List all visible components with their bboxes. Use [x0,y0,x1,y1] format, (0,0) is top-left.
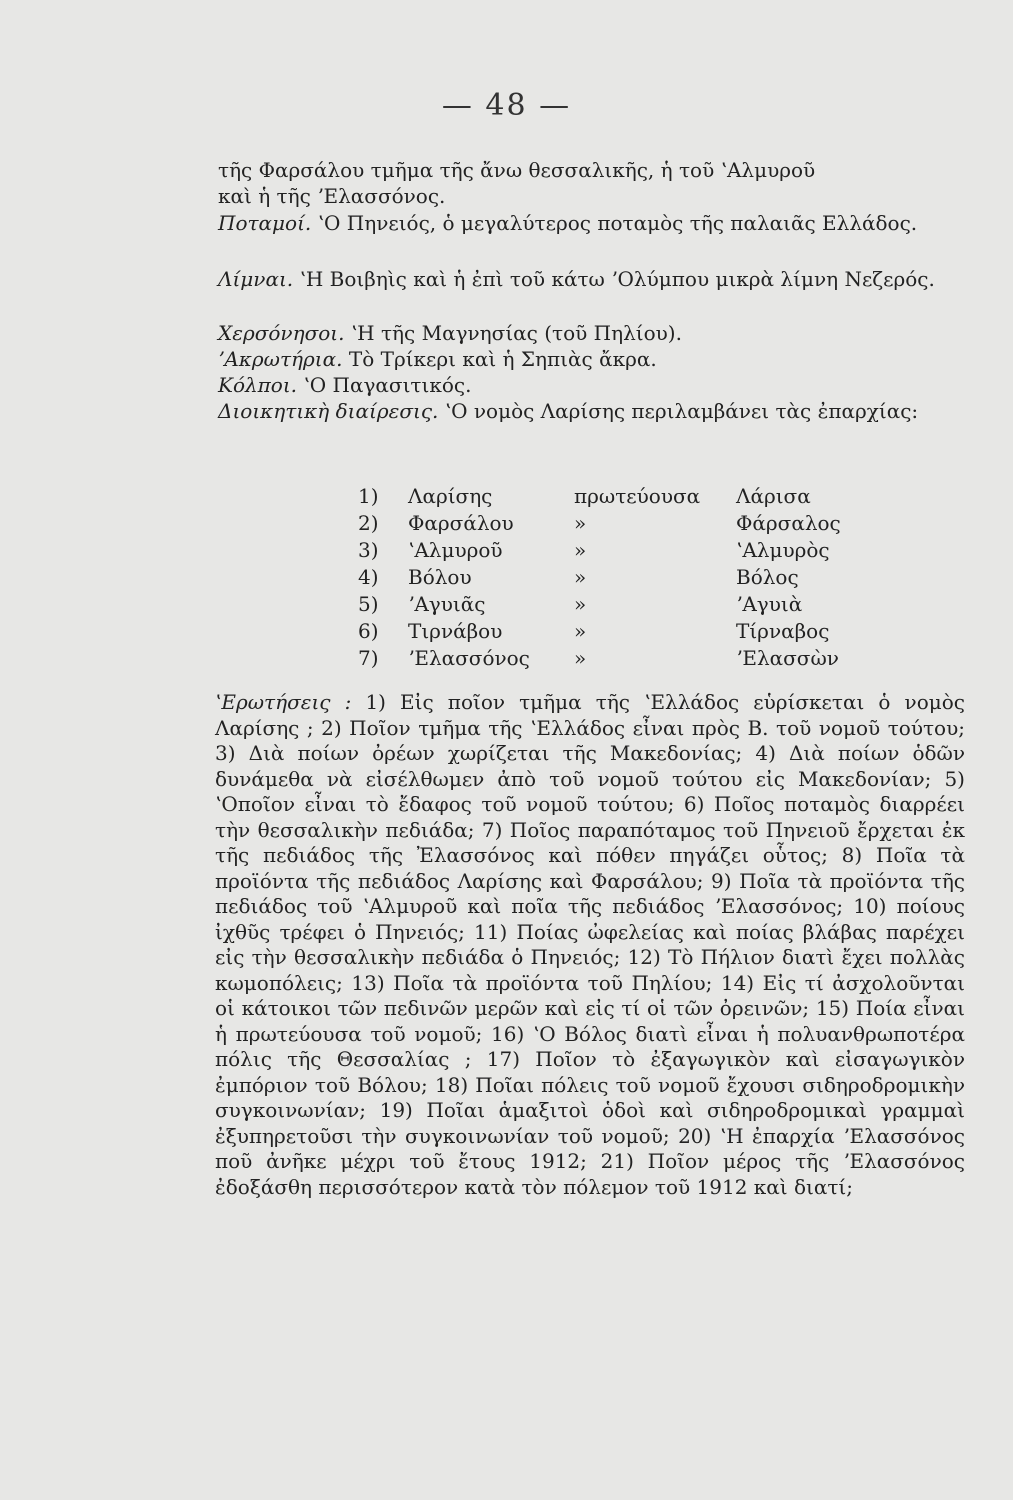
province-capital: Λάρισα [736,484,811,508]
section-lead: Κόλποι. [218,373,298,397]
section-lead: Διοικητικὴ διαίρεσις. [218,399,439,423]
province-row [358,646,888,673]
provinces-table [358,484,888,673]
section-text: ʽΟ Παγασιτικός. [303,373,472,397]
province-capital: ʽΑλμυρὸς [736,538,830,562]
questions-paragraph [215,690,965,1200]
province-row [358,484,888,511]
province-capital-label: » [574,511,587,535]
province-name: ʽΑλμυροῦ [408,538,503,562]
province-name: Φαρσάλου [408,511,514,535]
province-number: 6) [358,619,379,643]
intro-line-1: τῆς Φαρσάλου τμῆμα τῆς ἄνω θεσσαλικῆς, ἡ τοῦ ʽΑλμυροῦ [218,158,816,182]
section-lead: ʼΑκρωτήρια. [218,347,343,371]
section-rivers [218,210,968,236]
province-row [358,511,888,538]
section-lead: Ποταμοί. [218,211,312,235]
section-text: Τὸ Τρίκερι καὶ ἡ Σηπιὰς ἄκρα. [348,347,657,371]
province-number: 4) [358,565,379,589]
province-capital: Φάρσαλος [736,511,841,535]
province-row [358,619,888,646]
province-capital-label: » [574,538,587,562]
section-peninsulas [218,320,968,346]
province-number: 1) [358,484,379,508]
province-number: 5) [358,592,379,616]
province-capital-label: » [574,565,587,589]
questions-label: ʽΕρωτήσεις : [215,690,352,714]
province-name: Βόλου [408,565,472,589]
province-number: 3) [358,538,379,562]
province-number: 7) [358,646,379,670]
province-name: ʼΑγυιᾶς [408,592,486,616]
province-number: 2) [358,511,379,535]
province-capital-label: πρωτεύουσα [574,484,701,508]
province-name: Λαρίσης [408,484,493,508]
province-capital-label: » [574,646,587,670]
province-capital: ʼΕλασσὼν [736,646,839,670]
section-text: ʽΟ νομὸς Λαρίσης περιλαμβάνει τὰς ἐπαρχίας: [444,399,919,423]
province-capital-label: » [574,592,587,616]
intro-line-2: καὶ ἡ τῆς ʼΕλασσόνος. [218,184,446,208]
section-text: ʽΗ Βοιβηὶς καὶ ἡ ἐπὶ τοῦ κάτω ʼΟλύμπου μικρὰ λίμνη Νεζερός. [299,267,935,291]
section-administrative [218,398,968,424]
province-row [358,592,888,619]
section-gulfs [218,372,968,398]
section-lakes [218,266,968,292]
section-lead: Λίμναι. [218,267,294,291]
section-capes [218,346,968,372]
province-row [358,538,888,565]
page-number: — 48 — [441,88,572,123]
province-name: ʼΕλασσόνος [408,646,530,670]
province-row [358,565,888,592]
province-capital: Βόλος [736,565,799,589]
province-capital-label: » [574,619,587,643]
province-capital: Τίρναβος [736,619,830,643]
province-capital: ʼΑγυιὰ [736,592,803,616]
section-text: ʽΟ Πηνειός, ὁ μεγαλύτερος ποταμὸς τῆς παλαιᾶς Ελλάδος. [317,211,918,235]
section-text: ʽΗ τῆς Μαγνησίας (τοῦ Πηλίου). [350,321,682,345]
questions-text: 1) Εἰς ποῖον τμῆμα τῆς ʽΕλλάδος εὑρίσκεται ὁ νομὸς Λαρίσης ; 2) Ποῖον τμῆμα τῆς ʽΕλλάδος εἶναι πρὸς Β. τοῦ νομοῦ τούτου; 3) Διὰ ποίων ὀρέων χωρίζεται τῆς Μακεδονίας; 4) Διὰ ποίων ὁδῶν δυνάμεθα νὰ εἰσέλθωμεν ἀπὸ τοῦ νομοῦ τούτου εἰς Μακεδονίαν; 5) ʽΟποῖον εἶναι τὸ ἔδαφος τοῦ νομοῦ τούτου; 6) Ποῖος ποταμὸς διαρρέει τὴν θεσσαλικὴν πεδιάδα; 7) Ποῖος παραπόταμος τοῦ Πηνειοῦ ἔρχεται ἐκ τῆς πεδιάδος τῆς Ἐλασσόνος καὶ πόθεν πηγάζει οὗτος; 8) Ποῖα τὰ προϊόντα τῆς πεδιάδος Λαρίσης καὶ Φαρσάλου; 9) Ποῖα τὰ προϊόντα τῆς πεδιάδος τοῦ ʽΑλμυροῦ καὶ ποῖα τῆς πεδιάδος ʼΕλασσόνος; 10) ποίους ἰχθῦς τρέφει ὁ Πηνειός; 11) Ποίας ὠφελείας καὶ ποίας βλάβας παρέχει εἰς τὴν θεσσαλικὴν πεδιάδα ὁ Πηνειός; 12) Τὸ Πήλιον διατὶ ἔχει πολλὰς κωμοπόλεις; 13) Ποῖα τὰ προϊόντα τοῦ Πηλίου; 14) Εἰς τί ἀσχολοῦνται οἱ κάτοικοι τῶν πεδινῶν μερῶν καὶ εἰς τί οἱ τῶν ὀρεινῶν; 15) Ποία εἶναι ἡ πρωτεύουσα τοῦ νομοῦ; 16) ʽΟ Βόλος διατὶ εἶναι ἡ πολυανθρωποτέρα πόλις τῆς Θεσσαλίας ; 17) Ποῖον τὸ ἐξαγωγικὸν καὶ εἰσαγωγικὸν ἐμπόριον τοῦ Βόλου; 18) Ποῖαι πόλεις τοῦ νομοῦ ἔχουσι σιδηροδρομικὴν συγκοινωνίαν; 19) Ποῖαι ἁμαξιτοὶ ὁδοὶ καὶ σιδηροδρομικαὶ γραμμαὶ ἐξυπηρετοῦσι τὴν συγκοινωνίαν τοῦ νομοῦ; 20) ʽΗ ἐπαρχία ʼΕλασσόνος ποῦ ἀνῆκε μέχρι τοῦ ἔτους 1912; 21) Ποῖον μέρος τῆς ʼΕλασσόνος ἐδοξάσθη περισσότερον κατὰ τὸν πόλεμον τοῦ 1912 καὶ διατί; [215,690,966,1199]
section-lead: Χερσόνησοι. [218,321,345,345]
province-name: Τιρνάβου [408,619,503,643]
